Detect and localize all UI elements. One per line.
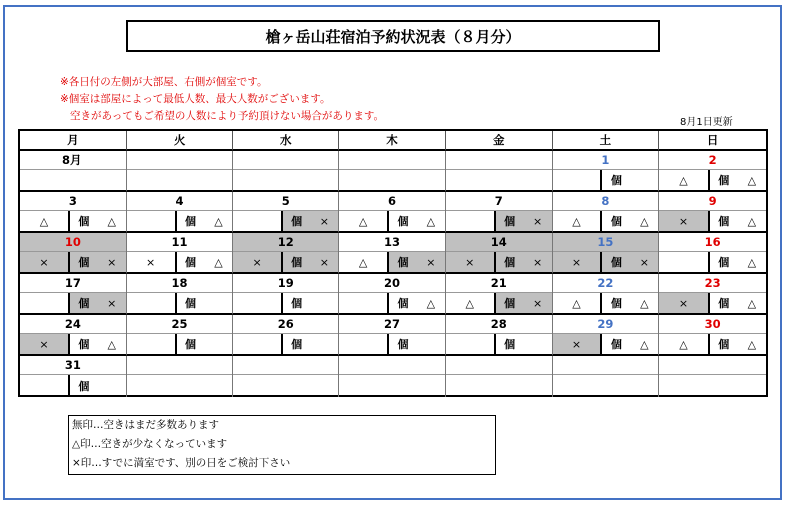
day-number <box>339 356 445 375</box>
day-number: 7 <box>446 192 552 211</box>
day-cell <box>233 233 339 274</box>
day-cell <box>659 274 766 315</box>
day-cell <box>127 356 234 397</box>
day-number: 25 <box>127 315 233 334</box>
dorm-status: × <box>20 334 68 354</box>
dorm-status <box>127 293 175 313</box>
day-number <box>446 151 552 170</box>
dorm-status <box>339 334 387 354</box>
weekday-header: 日 <box>659 131 766 151</box>
private-status: △ <box>747 214 757 228</box>
status-row <box>659 252 766 272</box>
day-number: 22 <box>553 274 659 293</box>
legend-line: 無印…空きはまだ多数あります <box>72 419 219 431</box>
private-status: × <box>310 252 338 272</box>
private-status: × <box>630 252 658 272</box>
day-cell <box>233 151 339 192</box>
status-row <box>659 334 766 354</box>
private-room-label <box>494 375 524 397</box>
private-room-label: 個 <box>494 334 524 354</box>
note-line: 空きがあってもご希望の人数により予約頂けない場合があります。 <box>70 110 385 122</box>
private-status <box>310 334 338 354</box>
status-row <box>339 293 445 313</box>
private-room-label <box>494 170 524 190</box>
private-room-label: 個 <box>494 293 524 313</box>
day-cell <box>446 356 553 397</box>
private-room-label <box>68 170 98 190</box>
day-number <box>553 356 659 375</box>
day-cell <box>127 315 234 356</box>
status-row <box>233 293 338 313</box>
private-room-label: 個 <box>600 211 630 231</box>
dorm-status: × <box>659 211 707 231</box>
day-cell <box>659 315 766 356</box>
status-row <box>446 293 552 313</box>
legend-line: △印…空きが少なくなっています <box>72 438 228 450</box>
day-number: 28 <box>446 315 552 334</box>
private-room-label: 個 <box>68 293 98 313</box>
day-number: 27 <box>339 315 445 334</box>
day-cell <box>233 356 339 397</box>
notes <box>60 74 384 125</box>
private-status <box>98 170 126 190</box>
private-room-label: 個 <box>281 252 311 272</box>
day-number: 15 <box>553 233 659 252</box>
dorm-status <box>339 293 387 313</box>
weekday-header: 木 <box>339 131 446 151</box>
day-cell <box>446 233 553 274</box>
private-status: △ <box>426 214 436 228</box>
private-status <box>204 334 232 354</box>
dorm-status <box>233 170 280 190</box>
dorm-status: × <box>20 252 68 272</box>
day-cell <box>20 151 127 192</box>
dorm-status <box>446 170 494 190</box>
private-room-label: 個 <box>708 252 738 272</box>
day-number <box>127 356 233 375</box>
status-row <box>553 252 659 272</box>
dorm-status: × <box>553 252 601 272</box>
day-cell <box>553 356 660 397</box>
private-room-label: 個 <box>600 293 630 313</box>
day-number <box>339 151 445 170</box>
status-row <box>446 211 552 231</box>
day-cell <box>339 274 446 315</box>
weekday-header: 土 <box>553 131 660 151</box>
day-cell <box>446 274 553 315</box>
private-room-label <box>281 170 311 190</box>
private-status <box>204 170 232 190</box>
day-number: 9 <box>659 192 766 211</box>
private-room-label: 個 <box>708 293 738 313</box>
private-room-label: 個 <box>708 211 738 231</box>
private-room-label: 個 <box>494 211 524 231</box>
private-status: △ <box>214 214 223 228</box>
note-line: ※各日付の左側が大部屋、右側が個室です。 <box>60 76 268 88</box>
private-status: × <box>98 252 126 272</box>
day-number: 24 <box>20 315 126 334</box>
dorm-status: △ <box>465 296 474 310</box>
status-row <box>659 211 766 231</box>
day-number <box>446 356 552 375</box>
day-number: 4 <box>127 192 233 211</box>
private-room-label: 個 <box>175 334 205 354</box>
weekday-header: 火 <box>127 131 234 151</box>
month-label: 8月 <box>20 151 126 170</box>
private-status: × <box>524 211 552 231</box>
status-row <box>20 170 126 190</box>
day-number <box>659 356 766 375</box>
day-cell <box>20 356 127 397</box>
day-cell <box>553 151 660 192</box>
private-status <box>310 170 338 190</box>
day-number: 6 <box>339 192 445 211</box>
private-status <box>310 293 338 313</box>
status-row <box>20 252 126 272</box>
day-number <box>233 356 338 375</box>
day-cell <box>20 315 127 356</box>
private-status: △ <box>426 296 436 310</box>
status-row <box>20 334 126 354</box>
private-status <box>630 375 658 397</box>
weekday-header: 月 <box>20 131 127 151</box>
day-cell <box>20 274 127 315</box>
dorm-status <box>20 375 68 397</box>
status-row <box>339 334 445 354</box>
status-row <box>446 375 552 397</box>
private-status: △ <box>107 337 116 351</box>
private-room-label: 個 <box>708 170 738 190</box>
status-row <box>553 334 659 354</box>
day-cell <box>127 151 234 192</box>
private-room-label: 個 <box>600 170 630 190</box>
dorm-status <box>339 170 387 190</box>
day-number <box>233 151 338 170</box>
private-room-label: 個 <box>387 293 417 313</box>
note-line: ※個室は部屋によって最低人数、最大人数がございます。 <box>60 93 331 105</box>
private-status: △ <box>747 296 757 310</box>
dorm-status <box>446 334 494 354</box>
private-status <box>204 375 232 397</box>
private-room-label: 個 <box>281 334 311 354</box>
status-row <box>127 293 233 313</box>
status-row <box>553 170 659 190</box>
day-cell <box>659 233 766 274</box>
private-room-label: 個 <box>708 334 738 354</box>
status-row <box>339 375 445 397</box>
dorm-status: △ <box>572 214 581 228</box>
day-cell <box>553 274 660 315</box>
day-cell <box>127 274 234 315</box>
private-status <box>98 375 126 397</box>
private-room-label: 個 <box>281 211 311 231</box>
private-status: △ <box>747 173 757 187</box>
legend-box <box>68 415 496 475</box>
day-cell <box>339 356 446 397</box>
status-row <box>553 375 659 397</box>
day-cell <box>20 233 127 274</box>
private-status: △ <box>640 296 649 310</box>
dorm-status <box>127 211 175 231</box>
private-status <box>524 170 552 190</box>
status-row <box>127 170 233 190</box>
status-row <box>233 334 338 354</box>
day-number: 12 <box>233 233 338 252</box>
day-number: 21 <box>446 274 552 293</box>
day-cell <box>127 192 234 233</box>
status-row <box>339 170 445 190</box>
dorm-status <box>233 293 280 313</box>
dorm-status <box>446 375 494 397</box>
calendar-table <box>18 129 768 397</box>
day-cell <box>659 356 766 397</box>
private-status <box>524 375 552 397</box>
day-number: 19 <box>233 274 338 293</box>
day-cell <box>127 233 234 274</box>
private-status <box>738 375 766 397</box>
private-room-label: 個 <box>387 334 417 354</box>
dorm-status <box>20 293 68 313</box>
private-status: △ <box>214 255 223 269</box>
day-number: 16 <box>659 233 766 252</box>
day-number <box>127 151 233 170</box>
day-cell <box>553 192 660 233</box>
day-number: 10 <box>20 233 126 252</box>
private-status <box>204 293 232 313</box>
dorm-status: △ <box>39 214 49 228</box>
status-row <box>233 211 338 231</box>
day-cell <box>659 151 766 192</box>
day-number: 8 <box>553 192 659 211</box>
day-number: 17 <box>20 274 126 293</box>
private-room-label <box>387 170 417 190</box>
dorm-status <box>233 211 280 231</box>
private-status: △ <box>747 255 757 269</box>
day-cell <box>553 233 660 274</box>
day-cell <box>233 274 339 315</box>
day-cell <box>446 315 553 356</box>
dorm-status <box>20 170 68 190</box>
day-number: 1 <box>553 151 659 170</box>
dorm-status: × <box>659 293 707 313</box>
private-room-label: 個 <box>387 211 417 231</box>
private-room-label <box>281 375 311 397</box>
private-status <box>417 375 445 397</box>
status-row <box>233 252 338 272</box>
day-number: 20 <box>339 274 445 293</box>
dorm-status <box>233 375 280 397</box>
private-status <box>630 170 658 190</box>
status-row <box>659 170 766 190</box>
dorm-status <box>659 375 707 397</box>
status-row <box>20 211 126 231</box>
private-status: × <box>310 211 338 231</box>
status-row <box>553 293 659 313</box>
status-row <box>659 293 766 313</box>
day-cell <box>20 192 127 233</box>
day-number: 5 <box>233 192 338 211</box>
day-number: 18 <box>127 274 233 293</box>
dorm-status <box>127 334 175 354</box>
day-number: 29 <box>553 315 659 334</box>
status-row <box>127 334 233 354</box>
day-number: 26 <box>233 315 338 334</box>
private-room-label: 個 <box>175 293 205 313</box>
dorm-status: △ <box>679 173 688 187</box>
dorm-status: × <box>233 252 280 272</box>
day-cell <box>339 315 446 356</box>
status-row <box>233 375 338 397</box>
day-number: 2 <box>659 151 766 170</box>
status-row <box>659 375 766 397</box>
private-room-label: 個 <box>68 252 98 272</box>
private-status <box>524 334 552 354</box>
day-number: 11 <box>127 233 233 252</box>
dorm-status: △ <box>358 214 368 228</box>
dorm-status: △ <box>358 255 368 269</box>
private-status: △ <box>640 214 649 228</box>
private-room-label: 個 <box>175 211 205 231</box>
dorm-status: × <box>146 255 156 269</box>
status-row <box>446 252 552 272</box>
status-row <box>127 211 233 231</box>
private-status: △ <box>640 337 649 351</box>
status-row <box>553 211 659 231</box>
day-cell <box>446 192 553 233</box>
day-cell <box>339 192 446 233</box>
private-room-label <box>387 375 417 397</box>
private-room-label: 個 <box>387 252 417 272</box>
legend-line: ×印…すでに満室です、別の日をご検討下さい <box>72 457 291 469</box>
private-status <box>310 375 338 397</box>
day-cell <box>553 315 660 356</box>
private-status: × <box>98 293 126 313</box>
dorm-status: △ <box>572 296 581 310</box>
status-row <box>339 211 445 231</box>
updated-date: 8月1日更新 <box>680 117 733 128</box>
weekday-header: 水 <box>233 131 339 151</box>
status-row <box>127 375 233 397</box>
dorm-status <box>446 211 494 231</box>
day-number: 30 <box>659 315 766 334</box>
private-status <box>417 334 445 354</box>
status-row <box>20 293 126 313</box>
private-room-label: 個 <box>281 293 311 313</box>
private-status: × <box>524 252 552 272</box>
private-room-label: 個 <box>68 211 98 231</box>
day-cell <box>233 192 339 233</box>
private-room-label: 個 <box>600 334 630 354</box>
day-cell <box>659 192 766 233</box>
private-status <box>417 170 445 190</box>
private-room-label: 個 <box>600 252 630 272</box>
private-room-label <box>708 375 738 397</box>
day-number: 13 <box>339 233 445 252</box>
day-number: 3 <box>20 192 126 211</box>
dorm-status <box>127 170 175 190</box>
status-row <box>446 334 552 354</box>
private-status: △ <box>747 337 757 351</box>
page-title: 槍ヶ岳山荘宿泊予約状況表（８月分） <box>126 20 660 52</box>
private-room-label: 個 <box>175 252 205 272</box>
status-row <box>20 375 126 397</box>
status-row <box>446 170 552 190</box>
private-room-label: 個 <box>494 252 524 272</box>
private-room-label <box>600 375 630 397</box>
day-cell <box>339 233 446 274</box>
dorm-status <box>127 375 175 397</box>
day-number: 14 <box>446 233 552 252</box>
private-room-label <box>175 170 205 190</box>
dorm-status <box>553 375 601 397</box>
private-room-label: 個 <box>68 334 98 354</box>
dorm-status <box>233 334 280 354</box>
weekday-header: 金 <box>446 131 553 151</box>
dorm-status <box>553 170 601 190</box>
dorm-status: × <box>446 252 494 272</box>
dorm-status: △ <box>679 337 688 351</box>
dorm-status: × <box>553 334 601 354</box>
private-status: × <box>524 293 552 313</box>
private-status: △ <box>107 214 116 228</box>
day-cell <box>446 151 553 192</box>
private-room-label: 個 <box>68 375 98 397</box>
day-cell <box>339 151 446 192</box>
day-cell <box>233 315 339 356</box>
status-row <box>233 170 338 190</box>
private-room-label <box>175 375 205 397</box>
day-number: 31 <box>20 356 126 375</box>
dorm-status <box>339 375 387 397</box>
private-status: × <box>417 252 445 272</box>
status-row <box>127 252 233 272</box>
status-row <box>339 252 445 272</box>
day-number: 23 <box>659 274 766 293</box>
dorm-status <box>659 252 707 272</box>
